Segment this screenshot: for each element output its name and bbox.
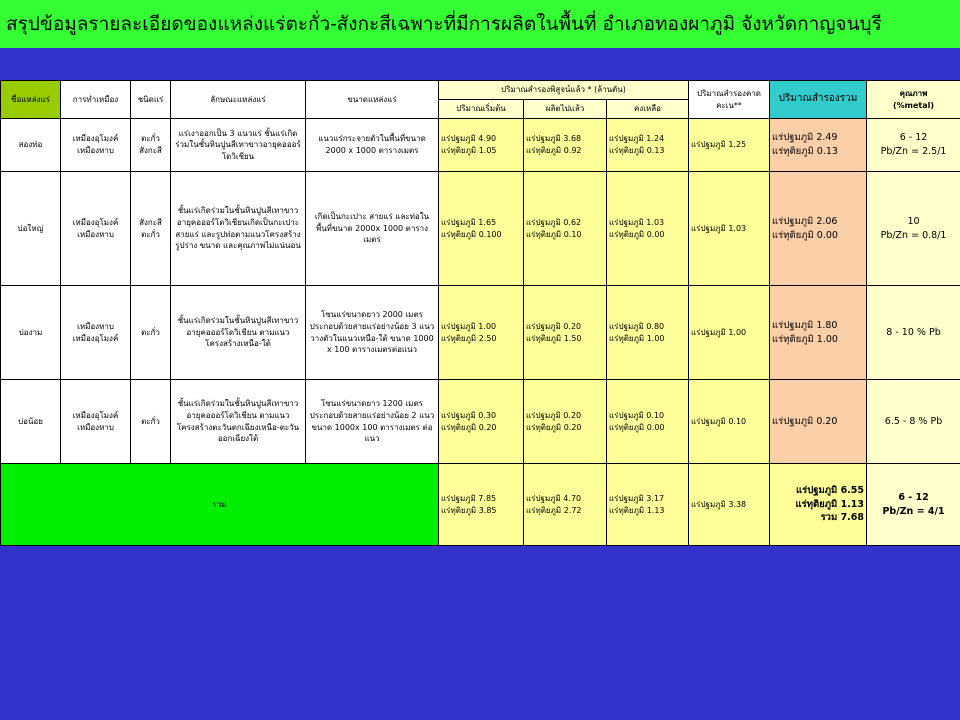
cell-line: 6 - 12 (899, 132, 928, 144)
cell-line: ตะกั่ว (141, 229, 160, 239)
summary-row (1, 464, 960, 546)
proven-produced (524, 380, 607, 464)
total-reserve (770, 380, 867, 464)
cell-line: เหมืองหาบ (77, 229, 114, 239)
header-proven-start: ปริมาณเริ่มต้น (439, 100, 524, 119)
cell-line: แร่ปฐมภูมิ 2.06 (772, 215, 838, 227)
cell-line: เหมืองหาบ (77, 321, 114, 331)
cell-line: แร่ทุติยภูมิ 0.20 (441, 422, 497, 432)
cell-line: แร่ปฐมภูมิ 0.10 (609, 410, 665, 420)
estimated-reserve: แร่ปฐมภูมิ 0.10 (689, 380, 770, 464)
mining-method (61, 119, 131, 172)
cell-line: รวม 7.68 (820, 512, 865, 524)
cell-line: แร่ปฐมภูมิ 3.17 (609, 493, 665, 503)
table-row (1, 380, 960, 464)
cell-line: แร่ทุติยภูมิ 3.85 (441, 505, 497, 515)
cell-line: 10 (907, 215, 920, 227)
deposit-name: สองท่อ (1, 119, 61, 172)
cell-line: แร่ปฐมภูมิ 1.03 (609, 217, 665, 227)
deposit-character: แร่เงาออกเป็น 3 แนวแร่ ชั้นแร่เกิดร่วมในชั้นหินปูนสีเทาขาวอายุคอออร์โดวิเชียน (171, 119, 306, 172)
cell-line: แร่ปฐมภูมิ 6.55 (795, 484, 865, 496)
estimated-reserve: แร่ปฐมภูมิ 1.00 (689, 286, 770, 380)
header-proven-group: ปริมาณสำรองพิสูจน์แล้ว * (ล้านตัน) (439, 81, 689, 100)
cell-line: แร่ปฐมภูมิ 7.85 (441, 493, 497, 503)
proven-produced (524, 286, 607, 380)
cell-line: แร่ปฐมภูมิ 1.80 (772, 319, 838, 331)
cell-line: แร่ทุติยภูมิ 1.00 (772, 333, 838, 345)
cell-line: แร่ปฐมภูมิ 0.20 (526, 410, 582, 420)
header-total-reserve: ปริมาณสำรองรวม (770, 81, 867, 119)
header-quality-unit: (%metal) (892, 100, 935, 110)
total-reserve (770, 119, 867, 172)
ore-type (131, 119, 171, 172)
summary-estimated: แร่ปฐมภูมิ 3.38 (689, 464, 770, 546)
cell-line: แร่ปฐมภูมิ 0.80 (609, 321, 665, 331)
cell-line: แร่ทุติยภูมิ 0.10 (526, 229, 582, 239)
cell-line: แร่ปฐมภูมิ 0.30 (441, 410, 497, 420)
cell-line: แร่ทุติยภูมิ 0.13 (609, 146, 665, 155)
cell-line: ตะกั่ว (141, 327, 160, 337)
table-row (1, 286, 960, 380)
estimated-reserve: แร่ปฐมภูมิ 1.03 (689, 172, 770, 286)
header-ore-type: ชนิดแร่ (131, 81, 171, 119)
cell-line: เหมืองอุโมงค์ (72, 134, 119, 144)
cell-line: Pb/Zn = 0.8/1 (880, 229, 947, 241)
cell-line: แร่ทุติยภูมิ 0.00 (609, 229, 665, 239)
cell-line: แร่ปฐมภูมิ 1.24 (609, 134, 665, 144)
cell-line: เหมืองอุโมงค์ (72, 410, 119, 420)
ore-type (131, 286, 171, 380)
header-produced: ผลิตไปแล้ว (524, 100, 607, 119)
deposit-name: บ่องาม (1, 286, 61, 380)
ore-type (131, 380, 171, 464)
cell-line: เหมืองหาบ (77, 146, 114, 155)
header-character: ลักษณะแหล่งแร่ (171, 81, 306, 119)
deposit-size: โซนแร่ขนาดยาว 2000 เมตร ประกอบด้วยสายแร่อย่างน้อย 3 แนว วางตัวในแนวเหนือ-ใต้ ขนาด 1000 x 100 ตารางเมตรต่อแนว (306, 286, 439, 380)
cell-line: แร่ทุติยภูมิ 1.13 (795, 498, 865, 510)
deposit-character: ชั้นแร่เกิดร่วมในชั้นหินปูนสีเทาขาวอายุคอออร์โดวิเชียน ตามแนวโครงสร้างเหนือ-ใต้ (171, 286, 306, 380)
cell-line: ตะกั่ว (141, 416, 160, 426)
cell-line: สังกะสี (139, 146, 162, 155)
cell-line: แร่ปฐมภูมิ 4.90 (441, 134, 497, 144)
estimated-reserve: แร่ปฐมภูมิ 1.25 (689, 119, 770, 172)
cell-line: แร่ทุติยภูมิ 1.13 (609, 505, 665, 515)
cell-line: แร่ทุติยภูมิ 0.00 (772, 229, 838, 241)
deposit-character: ชั้นแร่เกิดร่วมในชั้นหินปูนสีเทาขาวอายุคอออร์โดวิเชียนเกิดเป็นกะเปาะ สายแร่ และรูปท่อตามแนวโครงสร้าง รูปร่าง ขนาด และคุณภาพไม่แน่นอน (171, 172, 306, 286)
quality (867, 380, 960, 464)
cell-line: แร่ทุติยภูมิ 2.72 (526, 505, 582, 515)
deposit-size: เกิดเป็นกะเปาะ สายแร่ และท่อในพื้นที่ขนาด 2000x 1000 ตารางเมตร (306, 172, 439, 286)
header-row-1 (1, 81, 960, 100)
ore-type (131, 172, 171, 286)
proven-start (439, 286, 524, 380)
cell-line: แร่ปฐมภูมิ 4.70 (526, 493, 582, 503)
cell-line: แร่ทุติยภูมิ 2.50 (441, 333, 497, 343)
proven-produced (524, 172, 607, 286)
cell-line: เหมืองอุโมงค์ (72, 333, 119, 343)
table-row (1, 172, 960, 286)
cell-line: แร่ปฐมภูมิ 0.62 (526, 217, 582, 227)
summary-quality (867, 464, 960, 546)
proven-remaining (607, 286, 689, 380)
cell-line: Pb/Zn = 2.5/1 (880, 146, 947, 157)
mining-method (61, 380, 131, 464)
deposit-size: แนวแร่กระจายตัวในพื้นที่ขนาด 2000 x 1000 ตารางเมตร (306, 119, 439, 172)
header-mining: การทำเหมือง (61, 81, 131, 119)
proven-remaining (607, 380, 689, 464)
cell-line: แร่ทุติยภูมิ 0.100 (441, 229, 502, 239)
summary-start (439, 464, 524, 546)
summary-label: รวม (1, 464, 439, 546)
cell-line: 8 - 10 % Pb (886, 326, 941, 338)
cell-line: แร่ปฐมภูมิ 2.49 (772, 132, 838, 144)
cell-line: แร่ปฐมภูมิ 1.00 (441, 321, 497, 331)
header-quality (867, 81, 960, 119)
cell-line: 6 - 12 (898, 491, 929, 503)
cell-line: ตะกั่ว (141, 134, 160, 144)
cell-line: แร่ปฐมภูมิ 1.65 (441, 217, 497, 227)
cell-line: สังกะสี (139, 217, 162, 227)
cell-line: 6.5 - 8 % Pb (884, 415, 943, 427)
proven-start (439, 119, 524, 172)
cell-line: แร่ทุติยภูมิ 1.00 (609, 333, 665, 343)
deposit-size: โซนแร่ขนาดยาว 1200 เมตร ประกอบด้วยสายแร่อย่างน้อย 2 แนว ขนาด 1000x 100 ตารางเมตร ต่อแนว (306, 380, 439, 464)
page-title: สรุปข้อมูลรายละเอียดของแหล่งแร่ตะกั่ว-สังกะสีเฉพาะที่มีการผลิตในพื้นที่ อำเภอทองผาภูมิ จังหวัดกาญจนบุรี (0, 0, 960, 48)
summary-remaining (607, 464, 689, 546)
deposit-name: บ่อใหญ่ (1, 172, 61, 286)
cell-line: แร่ปฐมภูมิ 0.20 (526, 321, 582, 331)
header-quality-label: คุณภาพ (899, 88, 928, 98)
header-estimated: ปริมาณสำรองคาดคะเน** (689, 81, 770, 119)
proven-start (439, 380, 524, 464)
reserve-table (0, 80, 960, 546)
mining-method (61, 286, 131, 380)
cell-line: แร่ทุติยภูมิ 0.13 (772, 146, 838, 157)
proven-produced (524, 119, 607, 172)
summary-produced (524, 464, 607, 546)
table-row (1, 119, 960, 172)
header-remaining: คงเหลือ (607, 100, 689, 119)
summary-total (770, 464, 867, 546)
cell-line: เหมืองหาบ (77, 422, 114, 432)
cell-line: แร่ทุติยภูมิ 0.00 (609, 422, 665, 432)
header-size: ขนาดแหล่งแร่ (306, 81, 439, 119)
cell-line: แร่ทุติยภูมิ 0.92 (526, 146, 582, 155)
cell-line: เหมืองอุโมงค์ (72, 217, 119, 227)
proven-remaining (607, 119, 689, 172)
cell-line: แร่ทุติยภูมิ 1.05 (441, 146, 497, 155)
total-reserve (770, 286, 867, 380)
header-deposit: ชื่อแหล่งแร่ (1, 81, 61, 119)
quality (867, 172, 960, 286)
deposit-name: บ่อน้อย (1, 380, 61, 464)
quality (867, 286, 960, 380)
proven-start (439, 172, 524, 286)
cell-line: แร่ปฐมภูมิ 3.68 (526, 134, 582, 144)
proven-remaining (607, 172, 689, 286)
mining-method (61, 172, 131, 286)
total-reserve (770, 172, 867, 286)
cell-line: Pb/Zn = 4/1 (882, 505, 945, 517)
quality (867, 119, 960, 172)
deposit-character: ชั้นแร่เกิดร่วมในชั้นหินปูนสีเทาขาวอายุคอออร์โดวิเชียน ตามแนวโครงสร้างตะวันตกเฉียงเหนือ-ตะวันออกเฉียงใต้ (171, 380, 306, 464)
cell-line: แร่ปฐมภูมิ 0.20 (772, 415, 838, 427)
cell-line: แร่ทุติยภูมิ 0.20 (526, 422, 582, 432)
cell-line: แร่ทุติยภูมิ 1.50 (526, 333, 582, 343)
